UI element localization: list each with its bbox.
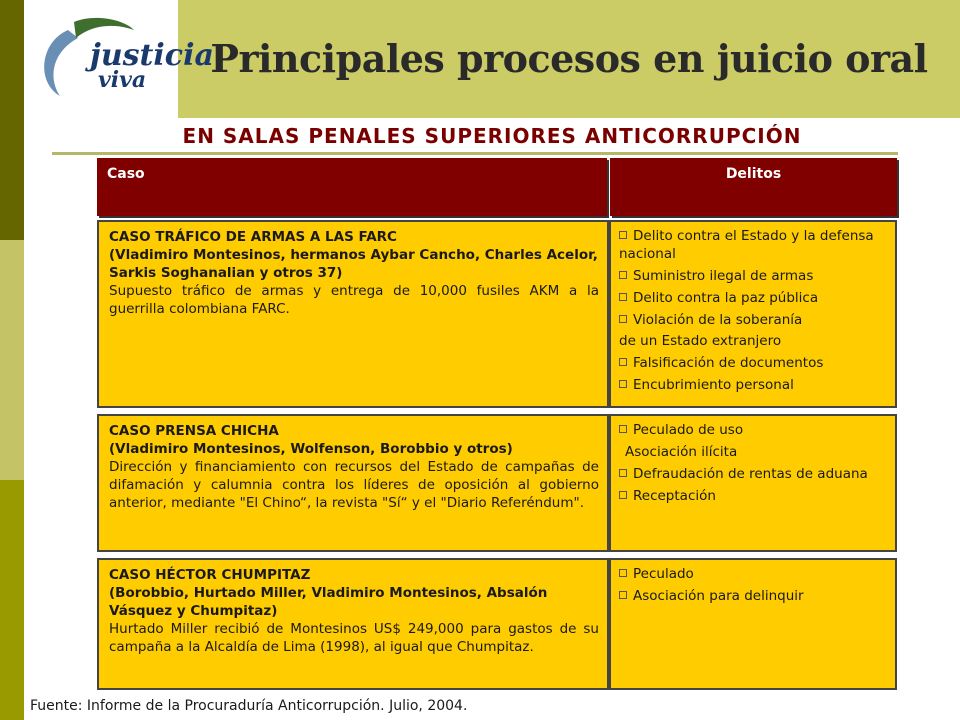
- case-cell-farc: [97, 220, 609, 408]
- square-bullet-icon: [619, 271, 627, 279]
- delito-item-continuation: de un Estado extranjero: [619, 333, 782, 349]
- square-bullet-icon: [619, 591, 627, 599]
- page-title: Principales procesos en juicio oral: [210, 36, 928, 81]
- case-people: (Borobbio, Hurtado Miller, Vladimiro Montesinos, Absalón Vásquez y Chumpitaz): [109, 585, 548, 619]
- delito-item: Defraudación de rentas de aduana: [619, 465, 889, 483]
- square-bullet-icon: [619, 231, 627, 239]
- square-bullet-icon: [619, 315, 627, 323]
- left-stripe-mid: [0, 480, 24, 720]
- case-cell-chumpitaz: [97, 558, 609, 690]
- delitos-cell-chumpitaz: [609, 558, 897, 690]
- column-header-delitos-label: Delitos: [725, 166, 782, 182]
- delito-item: Suministro ilegal de armas: [619, 267, 889, 285]
- case-cell-prensa-chicha: [97, 414, 609, 552]
- delito-item: Delito contra la paz pública: [619, 289, 889, 307]
- subtitle-rule: [52, 152, 898, 155]
- case-description: Hurtado Miller recibió de Montesinos US$ 249,000 para gastos de su campaña a la Alcaldía de Lima (1998), al igual que Chumpitaz.: [109, 621, 599, 655]
- column-header-caso-label: Caso: [107, 166, 145, 182]
- square-bullet-icon: [619, 491, 627, 499]
- logo-line1: justicia: [90, 38, 214, 73]
- case-title: CASO PRENSA CHICHA: [109, 423, 279, 439]
- page-subtitle: EN SALAS PENALES SUPERIORES ANTICORRUPCIÓN: [182, 124, 802, 148]
- column-header-delitos: [610, 158, 897, 216]
- delito-item: Peculado: [619, 565, 889, 583]
- delitos-cell-prensa-chicha: [609, 414, 897, 552]
- square-bullet-icon: [619, 425, 627, 433]
- column-header-caso: [97, 158, 607, 216]
- case-description: Supuesto tráfico de armas y entrega de 10,000 fusiles AKM a la guerrilla colombiana FARC.: [109, 283, 599, 317]
- delito-item: Peculado de uso: [619, 421, 889, 439]
- square-bullet-icon: [619, 380, 627, 388]
- square-bullet-icon: [619, 293, 627, 301]
- justicia-viva-logo: [30, 12, 214, 102]
- delito-item: Asociación para delinquir: [619, 587, 889, 605]
- delito-item: Asociación ilícita: [625, 444, 738, 460]
- square-bullet-icon: [619, 569, 627, 577]
- case-title: CASO TRÁFICO DE ARMAS A LAS FARC: [109, 229, 397, 245]
- left-stripe-light: [0, 240, 24, 480]
- delito-item: Violación de la soberanía: [619, 311, 889, 329]
- delitos-cell-farc: [609, 220, 897, 408]
- delito-item: Receptación: [619, 487, 889, 505]
- case-description: Dirección y financiamiento con recursos del Estado de campañas de difamación y calumnia contra los líderes de oposición al gobierno anterior, mediante "El Chino“, la revista "Sí“ y el "Diario Referéndum".: [109, 459, 599, 511]
- delito-item: Delito contra el Estado y la defensa nacional: [619, 228, 874, 262]
- case-people: (Vladimiro Montesinos, hermanos Aybar Cancho, Charles Acelor, Sarkis Soghanalian y otros 37): [109, 247, 598, 281]
- delito-item: Encubrimiento personal: [619, 376, 889, 394]
- square-bullet-icon: [619, 469, 627, 477]
- case-title: CASO HÉCTOR CHUMPITAZ: [109, 567, 311, 583]
- case-people: (Vladimiro Montesinos, Wolfenson, Borobbio y otros): [109, 441, 513, 457]
- square-bullet-icon: [619, 358, 627, 366]
- left-stripe-dark: [0, 0, 24, 240]
- delito-item: Falsificación de documentos: [619, 354, 889, 372]
- source-note: Fuente: Informe de la Procuraduría Anticorrupción. Julio, 2004.: [30, 698, 468, 714]
- logo-line2: viva: [98, 67, 147, 93]
